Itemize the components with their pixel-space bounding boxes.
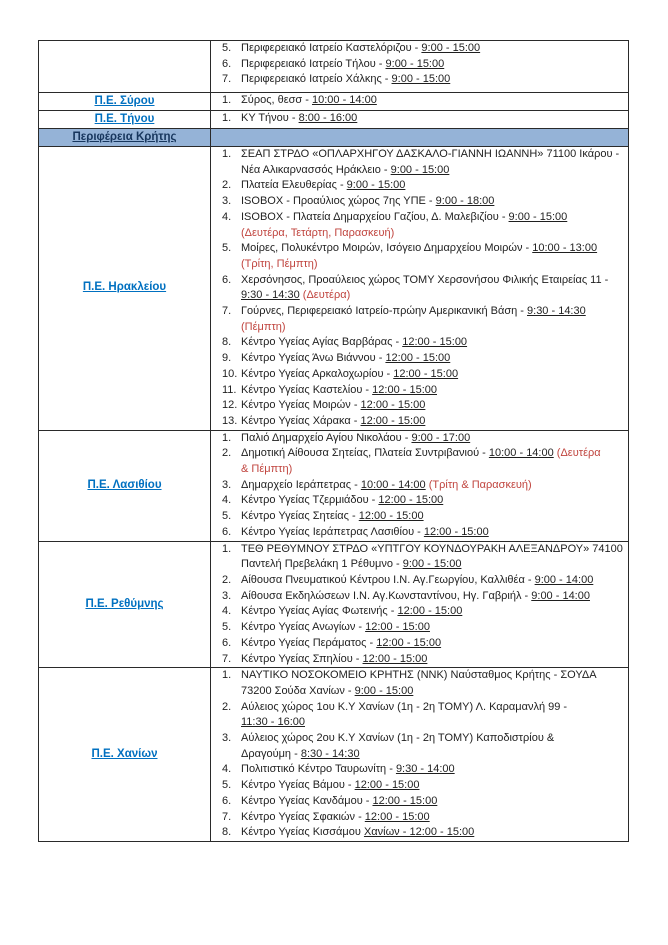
location-text: Δημαρχείο Ιεράπετρας - — [241, 478, 361, 491]
region-cell — [39, 41, 211, 93]
hours-text: 12:00 - 15:00 — [362, 652, 428, 665]
location-item — [211, 509, 628, 525]
days-note: (Πέμπτη) — [241, 320, 286, 333]
location-text: Γούρνες, Περιφερειακό Ιατρείο-πρώην Αμερικανική Βάση - — [241, 305, 528, 318]
region-cell — [39, 93, 211, 111]
location-text: Κέντρο Υγείας Μοιρών - — [241, 399, 361, 412]
location-text: ΝΑΥΤΙΚΟ ΝΟΣΟΚΟΜΕΙΟ ΚΡΗΤΗΣ (ΝΝΚ) Ναύσταθμος Κρήτης - ΣΟΥΔΑ — [241, 669, 597, 682]
hours-text: 9:00 - 15:00 — [354, 684, 414, 697]
location-text: Αίθουσα Εκδηλώσεων Ι.Ν. Αγ.Κωνσταντίνου, Ηγ. Γαβριήλ - — [241, 589, 532, 602]
hours-text: 12:00 - 15:00 — [360, 414, 426, 427]
location-item — [211, 446, 628, 477]
location-text: Αύλειος χώρος 1ου Κ.Υ Χανίων (1η - 2η ΤΟΜΥ) Λ. Καραμανλή 99 - — [241, 700, 568, 713]
location-item — [211, 762, 628, 778]
schedule-cell — [211, 668, 629, 842]
schedule-cell — [211, 41, 629, 93]
location-text: Κέντρο Υγείας Σητείας - — [241, 510, 359, 523]
region-link[interactable]: Π.Ε. Σύρου — [94, 94, 155, 107]
location-text: Νέα Αλικαρνασσός Ηράκλειο - — [241, 163, 391, 176]
days-note: (Τρίτη, Πέμπτη) — [241, 257, 318, 270]
location-item — [211, 573, 628, 589]
location-item — [211, 57, 628, 73]
hours-text: 10:00 - 13:00 — [532, 242, 598, 255]
region-link[interactable]: Π.Ε. Χανίων — [91, 747, 158, 760]
location-list — [211, 111, 628, 127]
table-row — [39, 111, 629, 129]
location-text: Περιφερειακό Ιατρείο Χάλκης - — [241, 73, 392, 86]
location-item — [211, 620, 628, 636]
hours-text: 12:00 - 15:00 — [402, 336, 468, 349]
region-cell — [39, 541, 211, 668]
table-row — [39, 668, 629, 842]
hours-text: 8:30 - 14:30 — [300, 747, 360, 760]
region-cell — [39, 147, 211, 431]
location-text: Δημοτική Αίθουσα Σητείας, Πλατεία Συντριβανιού - — [241, 447, 489, 460]
location-text: Κέντρο Υγείας Βάμου - — [241, 779, 355, 792]
hours-text: 9:00 - 15:00 — [391, 73, 451, 86]
schedule-cell — [211, 93, 629, 111]
location-item — [211, 525, 628, 541]
location-text: Κέντρο Υγείας Κισσάμου — [241, 826, 364, 839]
hours-text: 9:00 - 14:00 — [531, 589, 590, 602]
location-item — [211, 367, 628, 383]
hours-text: 9:00 - 18:00 — [435, 195, 495, 208]
hours-text: 12:00 - 15:00 — [378, 494, 444, 507]
hours-text: 9:00 - 17:00 — [411, 431, 471, 444]
location-text: Κέντρο Υγείας Καστελίου - — [241, 383, 373, 396]
location-text: Κέντρο Υγείας Άνω Βιάννου - — [241, 352, 386, 365]
location-text: Περιφερειακό Ιατρείο Καστελόριζου - — [241, 42, 422, 54]
schedule-cell — [211, 430, 629, 541]
days-note: (Τρίτη & Παρασκευή) — [428, 478, 532, 491]
location-item — [211, 478, 628, 494]
location-item — [211, 668, 628, 699]
hours-text: 12:00 - 15:00 — [372, 383, 437, 396]
location-text: ΤΕΘ ΡΕΘΥΜΝΟΥ ΣΤΡΔΟ «ΥΠΤΓΟΥ ΚΟΥΝΔΟΥΡΑΚΗ ΑΛΕΞΑΝΔΡΟΥ» 74100 — [241, 542, 623, 555]
hours-text: 8:00 - 16:00 — [298, 112, 358, 124]
location-text: Περιφερειακό Ιατρείο Τήλου - — [241, 57, 386, 70]
location-list — [211, 542, 628, 668]
region-link[interactable]: Π.Ε. Τήνου — [94, 112, 155, 125]
table-row — [39, 541, 629, 668]
location-text: Αύλειος χώρος 2ου Κ.Υ Χανίων (1η - 2η ΤΟΜΥ) Καποδιστρίου & — [241, 732, 555, 745]
location-text: Κέντρο Υγείας Σφακιών - — [241, 810, 365, 823]
hours-text: 9:00 - 15:00 — [508, 210, 568, 223]
table-row — [39, 41, 629, 93]
location-item — [211, 794, 628, 810]
hours-text: 9:00 - 15:00 — [390, 163, 450, 176]
location-item — [211, 147, 628, 178]
schedule-cell — [211, 147, 629, 431]
location-item — [211, 383, 628, 399]
table-row — [39, 93, 629, 111]
location-text: Δραγούμη - — [241, 747, 301, 760]
location-text: Πολιτιστικό Κέντρο Ταυρωνίτη - — [241, 763, 396, 776]
location-item — [211, 700, 628, 731]
location-item — [211, 493, 628, 509]
table-row — [39, 129, 629, 147]
table-row — [39, 430, 629, 541]
hours-text: 10:00 - 14:00 — [360, 478, 426, 491]
hours-text: Χανίων - 12:00 - 15:00 — [363, 826, 475, 839]
location-text: Παντελή Πρεβελάκη 1 Ρέθυμνο - — [241, 558, 403, 571]
location-item — [211, 431, 628, 447]
days-note: (Δευτέρα — [556, 447, 601, 460]
hours-text: 12:00 - 15:00 — [354, 779, 420, 792]
location-item — [211, 589, 628, 605]
region-cell — [39, 111, 211, 129]
hours-text: 12:00 - 15:00 — [376, 636, 442, 649]
hours-text: 12:00 - 15:00 — [365, 621, 430, 634]
hours-text: 12:00 - 15:00 — [393, 367, 459, 380]
location-text: 73200 Σούδα Χανίων - — [241, 684, 355, 697]
location-item — [211, 398, 628, 414]
location-item — [211, 178, 628, 194]
location-text: Χερσόνησος, Προαύλειος χώρος ΤΟΜΥ Χερσονήσου Φιλικής Εταιρείας 11 - — [241, 273, 609, 286]
location-item — [211, 111, 628, 127]
days-note: (Δευτέρα) — [302, 289, 351, 302]
region-link[interactable]: Π.Ε. Λασιθίου — [87, 478, 162, 491]
location-item — [211, 636, 628, 652]
hours-text: 9:30 - 14:00 — [395, 763, 455, 776]
location-list — [211, 93, 628, 109]
region-header-label: Περιφέρεια Κρήτης — [72, 130, 177, 143]
region-cell — [39, 668, 211, 842]
location-text: ΚΥ Τήνου - — [241, 112, 299, 124]
table-row — [39, 147, 629, 431]
region-link[interactable]: Π.Ε. Ηρακλείου — [82, 281, 167, 294]
location-item — [211, 194, 628, 210]
location-text: ΣΕΑΠ ΣΤΡΔΟ «ΟΠΛΑΡΧΗΓΟΥ ΔΑΣΚΑΛΟ-ΓΙΑΝΝΗ ΙΩΑΝΝΗ» 71100 Ικάρου - — [241, 148, 620, 160]
schedule-table — [38, 40, 629, 842]
hours-text: 12:00 - 15:00 — [423, 525, 489, 538]
region-cell — [39, 129, 211, 147]
hours-text: 9:00 - 15:00 — [385, 57, 445, 70]
hours-text: 12:00 - 15:00 — [360, 399, 426, 412]
hours-text: 9:00 - 14:00 — [534, 573, 594, 586]
location-item — [211, 41, 628, 57]
location-item — [211, 604, 628, 620]
location-text: Κέντρο Υγείας Χάρακα - — [241, 414, 361, 427]
location-text: ISOBOX - Προαύλιος χώρος 7ης ΥΠΕ - — [241, 195, 436, 208]
location-text: Κέντρο Υγείας Αρκαλοχωρίου - — [241, 367, 394, 380]
location-item — [211, 778, 628, 794]
location-text: Παλιό Δημαρχείο Αγίου Νικολάου - — [241, 431, 412, 444]
location-item — [211, 335, 628, 351]
hours-text: 9:00 - 15:00 — [346, 179, 406, 192]
location-text: Κέντρο Υγείας Κανδάμου - — [241, 794, 373, 807]
hours-text: 9:00 - 15:00 — [421, 42, 481, 54]
location-item — [211, 810, 628, 826]
location-text: Σύρος, θεσσ - — [241, 94, 312, 106]
hours-text: 9:30 - 14:30 — [241, 289, 300, 302]
location-item — [211, 93, 628, 109]
days-note: & Πέμπτη) — [241, 463, 293, 476]
region-link[interactable]: Π.Ε. Ρεθύμνης — [85, 597, 164, 610]
location-text: Κέντρο Υγείας Ιεράπετρας Λασιθίου - — [241, 525, 424, 538]
hours-text: 9:30 - 14:30 — [527, 305, 586, 318]
schedule-cell — [211, 129, 629, 147]
schedule-cell — [211, 541, 629, 668]
location-text: Πλατεία Ελευθερίας - — [241, 179, 347, 192]
hours-text: 12:00 - 15:00 — [364, 810, 430, 823]
location-text: Κέντρο Υγείας Σπηλίου - — [241, 652, 363, 665]
location-item — [211, 241, 628, 272]
location-text: ISOBOX - Πλατεία Δημαρχείου Γαζίου, Δ. Μαλεβιζίου - — [241, 210, 509, 223]
location-item — [211, 731, 628, 762]
location-text: Κέντρο Υγείας Αγίας Φωτεινής - — [241, 605, 398, 618]
location-list — [211, 41, 628, 88]
location-text: Μοίρες, Πολυκέντρο Μοιρών, Ισόγειο Δημαρχείου Μοιρών - — [241, 242, 533, 255]
hours-text: 12:00 - 15:00 — [372, 794, 438, 807]
location-text: Κέντρο Υγείας Αγίας Βαρβάρας - — [241, 336, 403, 349]
location-item — [211, 304, 628, 335]
hours-text: 11:30 - 16:00 — [241, 716, 306, 729]
hours-text: 12:00 - 15:00 — [385, 352, 451, 365]
days-note: (Δευτέρα, Τετάρτη, Παρασκευή) — [241, 226, 395, 239]
location-item — [211, 825, 628, 841]
location-text: Κέντρο Υγείας Ανωγίων - — [241, 621, 366, 634]
location-item — [211, 542, 628, 573]
location-item — [211, 414, 628, 430]
location-item — [211, 273, 628, 304]
location-list — [211, 431, 628, 541]
location-list — [211, 668, 628, 841]
schedule-table-body — [39, 41, 629, 842]
region-cell — [39, 430, 211, 541]
location-list — [211, 147, 628, 430]
location-item — [211, 652, 628, 668]
hours-text: 10:00 - 14:00 — [311, 94, 377, 106]
location-item — [211, 351, 628, 367]
location-text: Κέντρο Υγείας Τζερμιάδου - — [241, 494, 379, 507]
location-text: Κέντρο Υγείας Περάματος - — [241, 636, 377, 649]
schedule-cell — [211, 111, 629, 129]
location-item — [211, 210, 628, 241]
hours-text: 9:00 - 15:00 — [402, 558, 462, 571]
hours-text: 12:00 - 15:00 — [397, 605, 463, 618]
location-text: Αίθουσα Πνευματικού Κέντρου Ι.Ν. Αγ.Γεωργίου, Καλλιθέα - — [241, 573, 535, 586]
hours-text: 12:00 - 15:00 — [358, 510, 424, 523]
location-item — [211, 72, 628, 88]
hours-text: 10:00 - 14:00 — [488, 447, 554, 460]
